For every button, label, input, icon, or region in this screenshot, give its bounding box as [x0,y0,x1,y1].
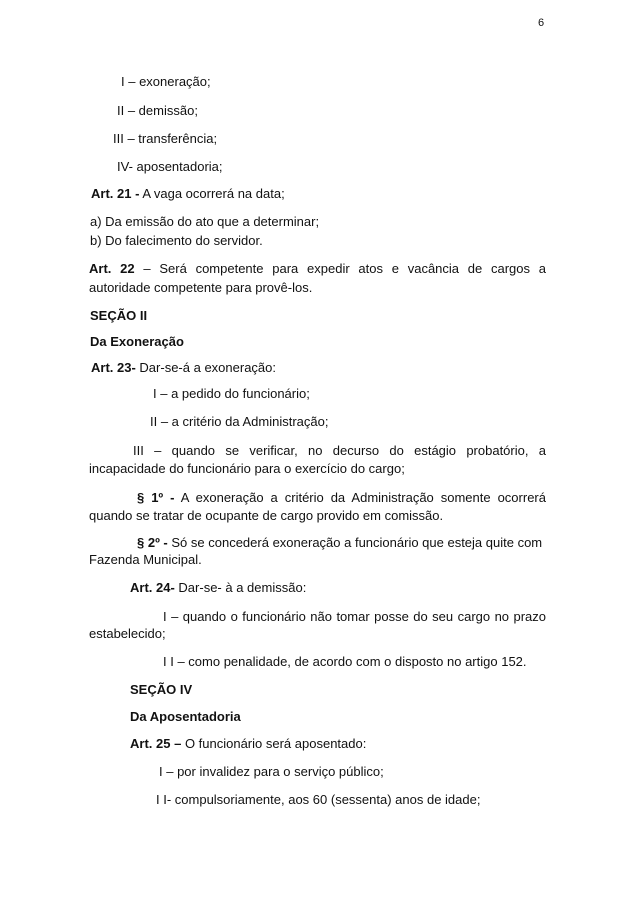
art24-text: Dar-se- à a demissão: [178,580,307,595]
item-iii-transferencia: III – transferência; [113,131,218,146]
art24-label: Art. 24- [130,580,175,595]
art23-paragraph2-line1 [137,535,542,551]
art23-label: Art. 23- [91,360,136,375]
secao-iv-subtitle: Da Aposentadoria [130,709,241,724]
art21-label: Art. 21 - [91,186,140,201]
art22-line1 [89,261,546,277]
art24-item-ii: I I – como penalidade, de acordo com o disposto no artigo 152. [163,654,527,669]
art23-paragraph2-line2: Fazenda Municipal. [89,552,202,567]
art22-line2: autoridade competente para provê-los. [89,280,313,295]
paragraph1-label: § 1º - [137,490,175,505]
art23-heading [91,360,276,376]
art23-paragraph1-line2: quando se tratar de ocupante de cargo provido em comissão. [89,508,444,523]
art21-item-a: a) Da emissão do ato que a determinar; [90,214,320,229]
item-iv-aposentadoria: IV- aposentadoria; [117,159,223,174]
art23-item-iii-line1: III – quando se verificar, no decurso do estágio probatório, a [133,443,546,458]
secao-ii-subtitle: Da Exoneração [90,334,184,349]
art23-text: Dar-se-á a exoneração: [139,360,276,375]
page-number: 6 [538,17,545,29]
secao-ii-title: SEÇÃO II [90,308,148,323]
art24-heading [130,580,306,596]
art24-item-i-line1: I – quando o funcionário não tomar posse do seu cargo no prazo [163,609,546,624]
art25-item-i: I – por invalidez para o serviço público; [159,764,384,779]
paragraph2-text: Só se concederá exoneração a funcionário que esteja quite com [171,535,543,550]
paragraph1-text: A exoneração a critério da Administração somente ocorrerá [180,490,546,505]
art24-item-i-line2: estabelecido; [89,626,166,641]
art25-label: Art. 25 – [130,736,182,751]
art23-item-ii: II – a critério da Administração; [150,414,329,429]
art22-text: – Será competente para expedir atos e vacância de cargos a [143,261,546,276]
art23-item-iii-line2: incapacidade do funcionário para o exercício do cargo; [89,461,405,476]
art23-paragraph1-line1 [137,490,546,506]
art23-item-i: I – a pedido do funcionário; [153,386,310,401]
secao-iv-title: SEÇÃO IV [130,682,193,697]
art21-text: A vaga ocorrerá na data; [142,186,285,201]
item-ii-demissao: II – demissão; [117,103,198,118]
art25-heading [130,736,366,752]
paragraph2-label: § 2º - [137,535,168,550]
item-i-exoneracao: I – exoneração; [121,74,211,89]
art21-item-b: b) Do falecimento do servidor. [90,233,263,248]
art21-heading [91,186,285,202]
art25-item-ii: I I- compulsoriamente, aos 60 (sessenta) anos de idade; [156,792,481,807]
art22-label: Art. 22 [89,261,135,276]
art25-text: O funcionário será aposentado: [184,736,367,751]
